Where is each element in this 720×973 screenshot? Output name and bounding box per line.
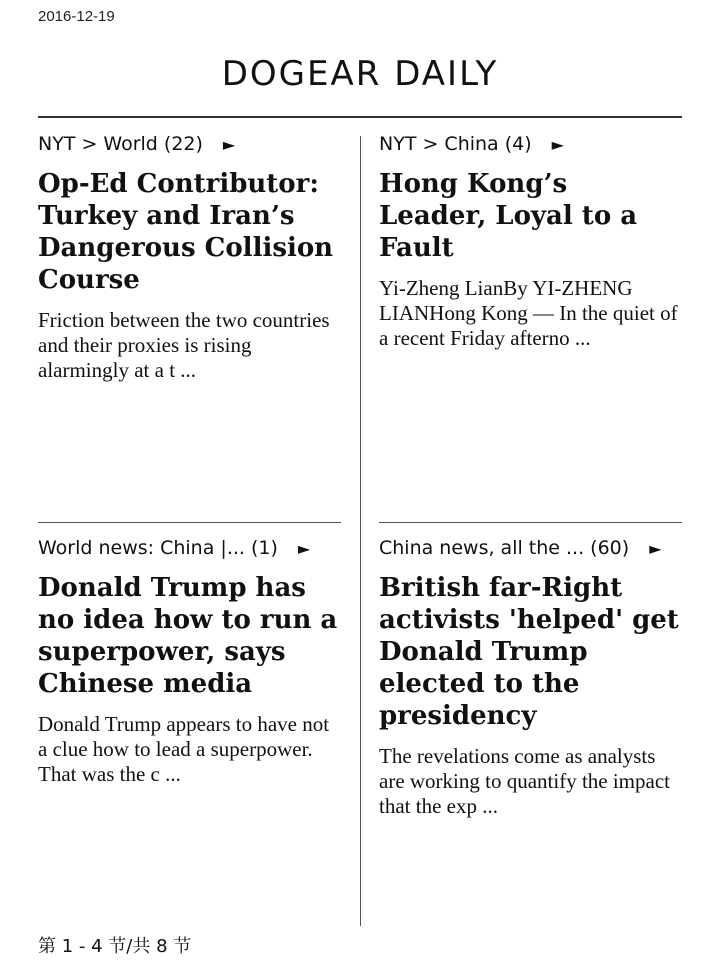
article-summary: Donald Trump appears to have not a clue how to lead a superpower. That was the c ... (38, 712, 330, 786)
news-section-3 (38, 534, 338, 787)
feed-label: NYT > World (22) (38, 133, 203, 155)
news-section-1 (38, 130, 338, 383)
page-indicator: 第 1 - 4 节/共 8 节 (38, 936, 192, 957)
column-divider (360, 136, 361, 926)
masthead-title: DOGEAR DAILY (221, 54, 499, 94)
news-section-2 (379, 130, 679, 351)
play-arrow-icon[interactable]: ► (649, 538, 662, 558)
row-divider-right (379, 522, 682, 523)
article-headline[interactable]: British far-Right activists 'helped' get Donald Trump elected to the presidency (379, 573, 679, 731)
article-headline[interactable]: Op-Ed Contributor: Turkey and Iran’s Dangerous Collision Course (38, 169, 334, 295)
article-summary: Friction between the two countries and their proxies is rising alarmingly at a t ... (38, 308, 330, 382)
play-arrow-icon[interactable]: ► (222, 134, 236, 154)
article-summary: Yi-Zheng LianBy YI-ZHENG LIANHong Kong — In the quiet of a recent Friday afterno ... (379, 276, 678, 350)
play-arrow-icon[interactable]: ► (297, 538, 311, 558)
date-label: 2016-12-19 (38, 8, 115, 25)
masthead-divider (38, 116, 682, 118)
feed-link-nyt-china[interactable] (379, 130, 679, 158)
news-section-4 (379, 534, 679, 819)
feed-link-china-news[interactable] (379, 534, 679, 562)
feed-label: NYT > China (4) (379, 133, 532, 155)
article-summary: The revelations come as analysts are working to quantify the impact that the exp ... (379, 744, 670, 818)
feed-link-world-news-china[interactable] (38, 534, 338, 562)
feed-label: World news: China |... (1) (38, 537, 278, 559)
row-divider-left (38, 522, 341, 523)
feed-label: China news, all the ... (60) (379, 537, 630, 559)
play-arrow-icon[interactable]: ► (551, 134, 564, 154)
article-headline[interactable]: Hong Kong’s Leader, Loyal to a Fault (379, 169, 638, 263)
article-headline[interactable]: Donald Trump has no idea how to run a superpower, says Chinese media (38, 573, 338, 699)
feed-link-nyt-world[interactable] (38, 130, 338, 158)
